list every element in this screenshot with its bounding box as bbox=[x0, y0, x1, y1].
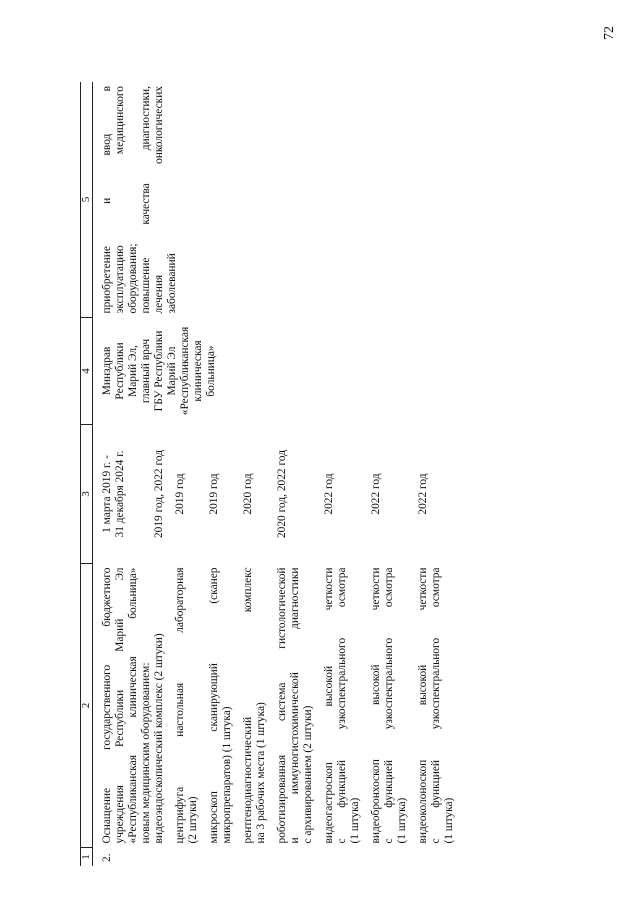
sub-item bbox=[234, 564, 268, 848]
column-header-5: 5 bbox=[81, 82, 93, 318]
sub-item-year: 2022 год bbox=[323, 473, 335, 515]
sub-item-line: (1 штука) bbox=[396, 797, 408, 844]
sub-item-year: 2019 год bbox=[208, 473, 220, 515]
sub-item bbox=[315, 564, 362, 848]
sub-item-year: 2022 год bbox=[370, 473, 382, 515]
result-line: лечения онкологических bbox=[153, 86, 165, 314]
sub-item-line: видеоколоноскоп высокой четкости bbox=[417, 567, 429, 844]
measure-line: «Республиканская клиническая больница» bbox=[127, 567, 139, 844]
responsible-line: Марий Эл, bbox=[127, 345, 139, 397]
sub-item-year: 2022 год bbox=[417, 473, 429, 515]
sub-item-line: видеогастроскоп высокой четкости bbox=[323, 567, 335, 844]
sub-item-line: центрифуга настольная лабораторная bbox=[174, 567, 186, 844]
measure-line: Оснащение государственного бюджетного bbox=[101, 567, 113, 844]
period-line: 1 марта 2019 г. - bbox=[101, 455, 113, 533]
sub-item-line: (1 штука) bbox=[443, 797, 455, 844]
sub-item bbox=[362, 564, 409, 848]
responsible-line: Марий Эл bbox=[166, 346, 178, 396]
period-line: 31 декабря 2024 г. bbox=[114, 450, 126, 538]
column-header-4: 4 bbox=[81, 318, 93, 425]
expected-result bbox=[93, 82, 457, 318]
sub-item-line: видеоэндоскопический комплекс (2 штуки) bbox=[153, 633, 165, 844]
sub-item bbox=[200, 564, 234, 848]
result-line: оборудования; bbox=[127, 243, 139, 314]
measure-period bbox=[93, 425, 154, 564]
responsible-party bbox=[93, 318, 457, 425]
sub-item-line: (1 штука) bbox=[349, 797, 361, 844]
measure-description bbox=[93, 564, 154, 848]
sub-item-line: роботизированная система гистологической bbox=[276, 567, 288, 844]
measures-table bbox=[80, 82, 456, 866]
responsible-line: Республики bbox=[114, 342, 126, 400]
measure-line: новым медицинским оборудованием: bbox=[140, 662, 152, 844]
result-line: повышение качества диагностики, bbox=[140, 86, 152, 314]
sub-item-line: с архивированием (2 штуки) bbox=[302, 705, 314, 844]
sub-item-line: с функцией узкоспектрального осмотра bbox=[430, 567, 442, 844]
sub-item-year: 2020 год bbox=[242, 473, 254, 515]
rotated-table-page bbox=[80, 82, 612, 866]
sub-item-line: и иммуногистохимической диагностики bbox=[289, 567, 301, 844]
column-header-row bbox=[81, 82, 93, 866]
sub-item-line: видеобронхоскоп высокой четкости bbox=[370, 567, 382, 844]
responsible-line: клиническая bbox=[192, 340, 204, 402]
sub-item-line: (2 штуки) bbox=[187, 796, 199, 844]
responsible-line: ГБУ Республики bbox=[153, 330, 165, 412]
sub-item bbox=[268, 564, 315, 848]
column-header-1: 1 bbox=[81, 848, 93, 867]
sub-item-line: с функцией узкоспектрального осмотра bbox=[336, 567, 348, 844]
responsible-line: «Республиканская bbox=[179, 326, 191, 416]
page-number: 72 bbox=[602, 26, 617, 40]
row-number: 2. bbox=[101, 853, 113, 862]
column-header-2: 2 bbox=[81, 564, 93, 848]
result-line: приобретение и ввод в bbox=[101, 86, 113, 314]
sub-item-line: микропрепаратов) (1 штука) bbox=[221, 706, 233, 844]
sub-item bbox=[153, 564, 166, 848]
column-header-3: 3 bbox=[81, 425, 93, 564]
responsible-line: больница» bbox=[205, 345, 217, 397]
sub-item-year: 2019 год, 2022 год bbox=[153, 449, 165, 539]
sub-item-line: на 3 рабочих места (1 штука) bbox=[255, 702, 267, 844]
sub-item bbox=[409, 564, 456, 848]
sub-item bbox=[166, 564, 200, 848]
responsible-line: Минздрав bbox=[101, 346, 113, 396]
table-row-main bbox=[93, 82, 154, 866]
sub-item-line: рентгенодиагностический комплекс bbox=[242, 567, 254, 844]
result-line: заболеваний bbox=[166, 253, 178, 314]
responsible-line: главный врач bbox=[140, 338, 152, 404]
sub-item-year: 2020 год, 2022 год bbox=[276, 449, 288, 539]
result-line: эксплуатацию медицинского bbox=[114, 86, 126, 314]
sub-item-line: с функцией узкоспектрального осмотра bbox=[383, 567, 395, 844]
sub-item-line: микроскоп сканирующий (сканер bbox=[208, 567, 220, 844]
measure-line: учреждения Республики Марий Эл bbox=[114, 567, 126, 844]
sub-item-year: 2019 год bbox=[174, 473, 186, 515]
